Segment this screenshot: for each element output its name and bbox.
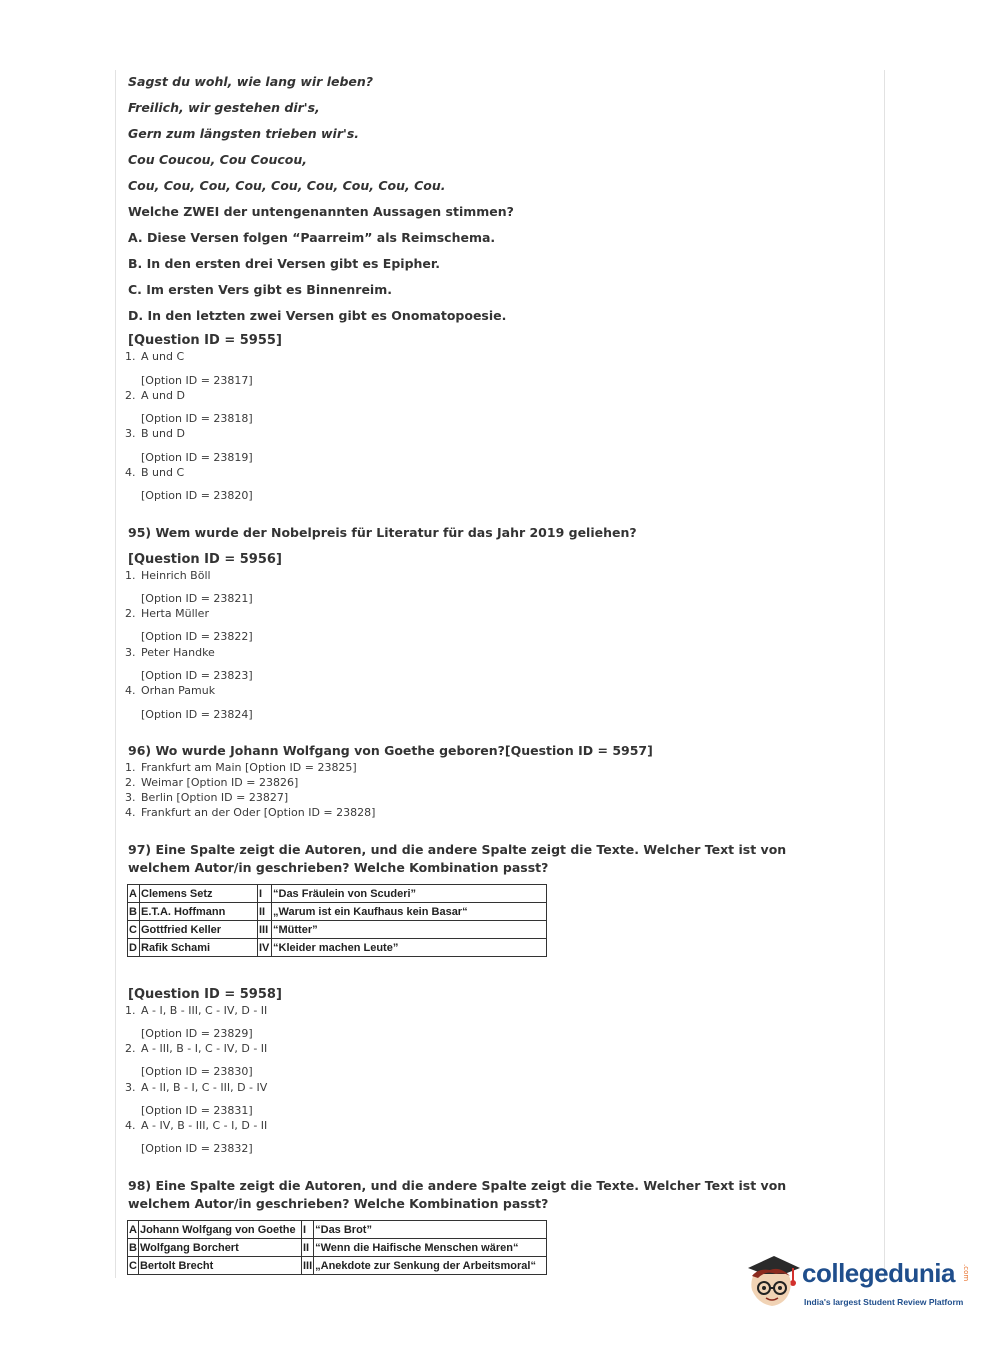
author-name: E.T.A. Hoffmann bbox=[140, 903, 258, 921]
answer-option[interactable] bbox=[125, 806, 375, 819]
table-row bbox=[128, 921, 547, 939]
table-row bbox=[128, 1239, 547, 1257]
question-id: [Question ID = 5955] bbox=[128, 333, 282, 348]
text-numeral: I bbox=[258, 885, 272, 903]
text-title: “Das Brot” bbox=[314, 1221, 547, 1239]
option-number: 2. bbox=[125, 607, 136, 620]
answer-option[interactable] bbox=[125, 776, 298, 789]
option-text: Orhan Pamuk bbox=[141, 684, 216, 697]
poem-line: Gern zum längsten trieben wir's. bbox=[128, 126, 360, 141]
option-text: Frankfurt an der Oder [Option ID = 23828] bbox=[141, 806, 376, 819]
option-text: Heinrich Böll bbox=[141, 569, 211, 582]
option-id: [Option ID = 23822] bbox=[141, 630, 253, 643]
question-title: 95) Wem wurde der Nobelpreis für Literatur für das Jahr 2019 geliehen? bbox=[128, 525, 637, 540]
statement: B. In den ersten drei Versen gibt es Epipher. bbox=[128, 256, 441, 271]
option-id: [Option ID = 23829] bbox=[141, 1027, 253, 1040]
option-id: [Option ID = 23824] bbox=[141, 708, 253, 721]
collegedunia-logo[interactable] bbox=[740, 1250, 970, 1320]
author-letter: C bbox=[128, 921, 140, 939]
table-row bbox=[128, 1257, 547, 1275]
option-number: 2. bbox=[125, 1042, 136, 1055]
author-letter: D bbox=[128, 939, 140, 957]
poem-line: Sagst du wohl, wie lang wir leben? bbox=[128, 74, 374, 89]
author-letter: B bbox=[128, 1239, 139, 1257]
logo-domain-suffix: .com bbox=[962, 1264, 970, 1282]
text-numeral: III bbox=[258, 921, 272, 939]
option-number: 4. bbox=[125, 1119, 136, 1132]
author-name: Wolfgang Borchert bbox=[138, 1239, 301, 1257]
option-number: 1. bbox=[125, 350, 136, 363]
text-title: „Anekdote zur Senkung der Arbeitsmoral“ bbox=[314, 1257, 547, 1275]
author-letter: C bbox=[128, 1257, 139, 1275]
text-title: “Das Fräulein von Scuderi” bbox=[272, 885, 547, 903]
text-title: “Kleider machen Leute” bbox=[272, 939, 547, 957]
question-title: 96) Wo wurde Johann Wolfgang von Goethe geboren?[Question ID = 5957] bbox=[128, 743, 653, 758]
question-id: [Question ID = 5958] bbox=[128, 987, 282, 1002]
author-letter: B bbox=[128, 903, 140, 921]
page-border-left bbox=[115, 70, 116, 1278]
option-text: A - IV, B - III, C - I, D - II bbox=[141, 1119, 268, 1132]
table-row bbox=[128, 939, 547, 957]
option-number: 4. bbox=[125, 684, 136, 697]
option-number: 4. bbox=[125, 466, 136, 479]
option-id: [Option ID = 23831] bbox=[141, 1104, 253, 1117]
text-title: “Mütter” bbox=[272, 921, 547, 939]
option-number: 2. bbox=[125, 776, 136, 789]
option-text: A - III, B - I, C - IV, D - II bbox=[141, 1042, 268, 1055]
option-id: [Option ID = 23830] bbox=[141, 1065, 253, 1078]
option-id: [Option ID = 23819] bbox=[141, 451, 253, 464]
option-id: [Option ID = 23817] bbox=[141, 374, 253, 387]
statement: D. In den letzten zwei Versen gibt es Onomatopoesie. bbox=[128, 308, 507, 323]
answer-option[interactable] bbox=[125, 761, 357, 774]
text-numeral: II bbox=[301, 1239, 313, 1257]
option-number: 4. bbox=[125, 806, 136, 819]
option-text: A und D bbox=[141, 389, 185, 402]
option-number: 3. bbox=[125, 791, 136, 804]
table-row bbox=[128, 1221, 547, 1239]
answer-option[interactable] bbox=[125, 791, 288, 804]
logo-tagline: India's largest Student Review Platform bbox=[804, 1297, 964, 1307]
matching-table bbox=[127, 1220, 547, 1275]
option-number: 1. bbox=[125, 1004, 136, 1017]
author-letter: A bbox=[128, 1221, 139, 1239]
option-text: Berlin [Option ID = 23827] bbox=[141, 791, 289, 804]
option-id: [Option ID = 23820] bbox=[141, 489, 253, 502]
question-title: 97) Eine Spalte zeigt die Autoren, und die andere Spalte zeigt die Texte. Welcher Text ist von welchem Autor/in geschrieben? Welche Kombination passt? bbox=[128, 842, 787, 875]
answer-option[interactable] bbox=[125, 646, 215, 659]
option-text: B und C bbox=[141, 466, 185, 479]
answer-option[interactable] bbox=[125, 569, 211, 582]
mascot-icon bbox=[740, 1250, 804, 1314]
answer-option[interactable] bbox=[125, 350, 184, 363]
option-text: B und D bbox=[141, 427, 185, 440]
author-name: Bertolt Brecht bbox=[138, 1257, 301, 1275]
table-row bbox=[128, 903, 547, 921]
author-letter: A bbox=[128, 885, 140, 903]
author-name: Gottfried Keller bbox=[140, 921, 258, 939]
option-number: 3. bbox=[125, 1081, 136, 1094]
answer-option[interactable] bbox=[125, 1081, 267, 1094]
text-numeral: I bbox=[301, 1221, 313, 1239]
answer-option[interactable] bbox=[125, 466, 184, 479]
question-id: [Question ID = 5956] bbox=[128, 552, 282, 567]
text-numeral: II bbox=[258, 903, 272, 921]
option-id: [Option ID = 23823] bbox=[141, 669, 253, 682]
option-text: A - II, B - I, C - III, D - IV bbox=[141, 1081, 268, 1094]
option-number: 1. bbox=[125, 569, 136, 582]
option-id: [Option ID = 23818] bbox=[141, 412, 253, 425]
statement: A. Diese Versen folgen “Paarreim” als Reimschema. bbox=[128, 230, 496, 245]
option-text: A - I, B - III, C - IV, D - II bbox=[141, 1004, 268, 1017]
author-name: Rafik Schami bbox=[140, 939, 258, 957]
option-number: 2. bbox=[125, 389, 136, 402]
option-text: Herta Müller bbox=[141, 607, 209, 620]
text-numeral: IV bbox=[258, 939, 272, 957]
option-number: 1. bbox=[125, 761, 136, 774]
option-text: A und C bbox=[141, 350, 185, 363]
author-name: Johann Wolfgang von Goethe bbox=[138, 1221, 301, 1239]
answer-option[interactable] bbox=[125, 1042, 267, 1055]
matching-table bbox=[127, 884, 547, 957]
poem-line: Cou Coucou, Cou Coucou, bbox=[128, 152, 307, 167]
logo-wordmark: collegedunia bbox=[802, 1258, 955, 1288]
option-number: 3. bbox=[125, 646, 136, 659]
table-row bbox=[128, 885, 547, 903]
answer-option[interactable] bbox=[125, 1119, 267, 1132]
page-border-right bbox=[884, 70, 885, 1278]
option-text: Weimar [Option ID = 23826] bbox=[141, 776, 299, 789]
author-name: Clemens Setz bbox=[140, 885, 258, 903]
poem-line: Cou, Cou, Cou, Cou, Cou, Cou, Cou, Cou, Cou. bbox=[128, 178, 446, 193]
answer-option[interactable] bbox=[125, 389, 185, 402]
option-number: 3. bbox=[125, 427, 136, 440]
option-id: [Option ID = 23821] bbox=[141, 592, 253, 605]
answer-option[interactable] bbox=[125, 1004, 267, 1017]
answer-option[interactable] bbox=[125, 684, 215, 697]
option-id: [Option ID = 23832] bbox=[141, 1142, 253, 1155]
answer-option[interactable] bbox=[125, 607, 209, 620]
option-text: Peter Handke bbox=[141, 646, 215, 659]
statement: C. Im ersten Vers gibt es Binnenreim. bbox=[128, 282, 392, 297]
option-text: Frankfurt am Main [Option ID = 23825] bbox=[141, 761, 357, 774]
poem-line: Freilich, wir gestehen dir's, bbox=[128, 100, 320, 115]
text-title: “Wenn die Haifische Menschen wären“ bbox=[314, 1239, 547, 1257]
text-title: „Warum ist ein Kaufhaus kein Basar“ bbox=[272, 903, 547, 921]
question-title: 98) Eine Spalte zeigt die Autoren, und die andere Spalte zeigt die Texte. Welcher Text ist von welchem Autor/in geschrieben? Welche Kombination passt? bbox=[128, 1178, 787, 1211]
question-prompt: Welche ZWEI der untengenannten Aussagen stimmen? bbox=[128, 204, 514, 219]
text-numeral: III bbox=[301, 1257, 313, 1275]
answer-option[interactable] bbox=[125, 427, 185, 440]
